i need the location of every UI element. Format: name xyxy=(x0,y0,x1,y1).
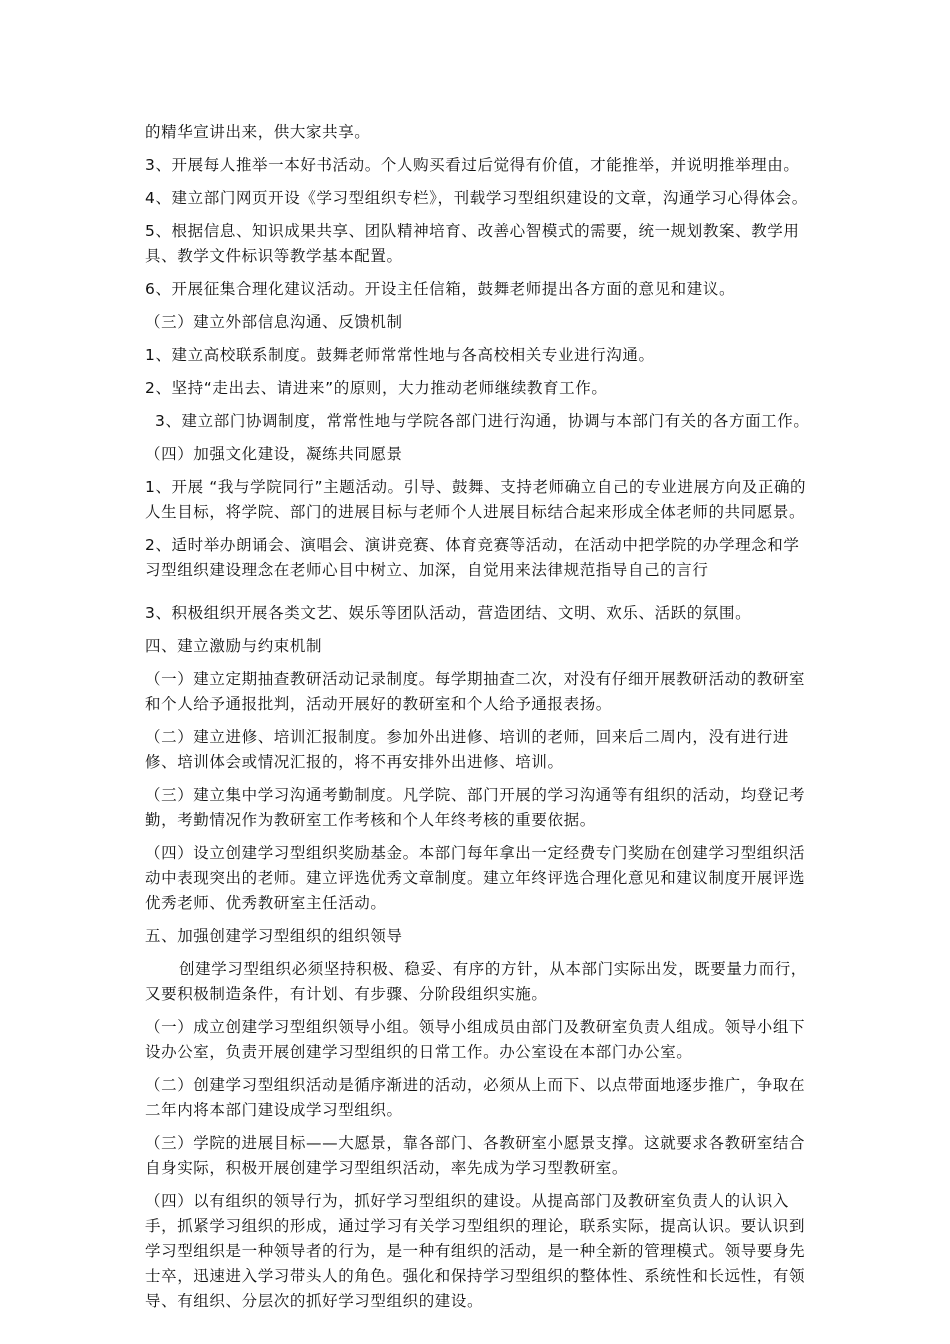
paragraph-sub-4-organized-leadership: （四）以有组织的领导行为，抓好学习型组织的建设。从提高部门及教研室负责人的认识入手，抓紧学习组织的形成，通过学习有关学习型组织的理论，联系实际，提高认识。要认识到学习型组织是一种领导者的行为，是一种有组织的活动，是一种全新的管理模式。领导要身先士卒，迅速进入学习带头人的角色。强化和保持学习型组织的整体性、系统性和长远性，有领导、有组织、分层次的抓好学习型组织的建设。 xyxy=(145,1192,806,1310)
paragraph-continuation: 的精华宣讲出来，供大家共享。 xyxy=(145,123,371,141)
paragraph-sub-2-training-report: （二）建立进修、培训汇报制度。参加外出进修、培训的老师，回来后二周内，没有进行进修、培训体会或情况汇报的，将不再安排外出进修、培训。 xyxy=(145,728,790,771)
paragraph-item-3-team-activities: 3、积极组织开展各类文艺、娱乐等团队活动，营造团结、文明、欢乐、活跃的氛围。 xyxy=(145,604,752,622)
paragraph-item-2-events: 2、适时举办朗诵会、演唱会、演讲竞赛、体育竞赛等活动，在活动中把学院的办学理念和学习型组织建设理念在老师心目中树立、加深，自觉用来法律规范指导自己的言行 xyxy=(145,536,800,579)
chapter-heading-leadership: 五、加强创建学习型组织的组织领导 xyxy=(145,927,403,945)
paragraph-item-1-theme-activity: 1、开展 “我与学院同行”主题活动。引导、鼓舞、支持老师确立自己的专业进展方向及正确的人生目标，将学院、部门的进展目标与老师个人进展目标结合起来形成全体老师的共同愿景。 xyxy=(145,478,807,521)
paragraph-leadership-intro: 创建学习型组织必须坚持积极、稳妥、有序的方针，从本部门实际出发，既要量力而行，又要积极制造条件，有计划、有步骤、分阶段组织实施。 xyxy=(145,960,807,1003)
paragraph-item-3-coordination: 3、建立部门协调制度，常常性地与学院各部门进行沟通，协调与本部门有关的各方面工作。 xyxy=(155,412,810,430)
paragraph-item-2-principle: 2、坚持“走出去、请进来”的原则，大力推动老师继续教育工作。 xyxy=(145,379,608,397)
paragraph-item-3-book: 3、开展每人推举一本好书活动。个人购买看过后觉得有价值，才能推举，并说明推举理由。 xyxy=(145,156,800,174)
paragraph-sub-3-attendance: （三）建立集中学习沟通考勤制度。凡学院、部门开展的学习沟通等有组织的活动，均登记考勤，考勤情况作为教研室工作考核和个人年终考核的重要依据。 xyxy=(145,786,806,829)
chapter-heading-incentives: 四、建立激励与约束机制 xyxy=(145,637,323,655)
paragraph-sub-4-reward-fund: （四）设立创建学习型组织奖励基金。本部门每年拿出一定经费专门奖励在创建学习型组织活动中表现突出的老师。建立评选优秀文章制度。建立年终评选合理化意见和建议制度开展评选优秀老师、优秀教研室主任活动。 xyxy=(145,844,806,912)
paragraph-item-6-suggestions: 6、开展征集合理化建议活动。开设主任信箱，鼓舞老师提出各方面的意见和建议。 xyxy=(145,280,736,298)
document-body xyxy=(145,120,815,1314)
paragraph-item-4-webpage: 4、建立部门网页开设《学习型组织专栏》，刊载学习型组织建设的文章，沟通学习心得体会。 xyxy=(145,189,808,207)
paragraph-item-1-universities: 1、建立高校联系制度。鼓舞老师常常性地与各高校相关专业进行沟通。 xyxy=(145,346,655,364)
section-heading-external-communication: （三）建立外部信息沟通、反馈机制 xyxy=(145,313,403,331)
paragraph-sub-1-inspection: （一）建立定期抽查教研活动记录制度。每学期抽查二次，对没有仔细开展教研活动的教研室和个人给予通报批判，活动开展好的教研室和个人给予通报表扬。 xyxy=(145,670,806,713)
paragraph-item-5-planning: 5、根据信息、知识成果共享、团队精神培育、改善心智模式的需要，统一规划教案、教学用具、教学文件标识等教学基本配置。 xyxy=(145,222,800,265)
paragraph-sub-3-vision: （三）学院的进展目标——大愿景，靠各部门、各教研室小愿景支撑。这就要求各教研室结合自身实际，积极开展创建学习型组织活动，率先成为学习型教研室。 xyxy=(145,1134,806,1177)
paragraph-sub-2-gradual: （二）创建学习型组织活动是循序渐进的活动，必须从上而下、以点带面地逐步推广，争取在二年内将本部门建设成学习型组织。 xyxy=(145,1076,806,1119)
paragraph-sub-1-leadership-group: （一）成立创建学习型组织领导小组。领导小组成员由部门及教研室负责人组成。领导小组下设办公室，负责开展创建学习型组织的日常工作。办公室设在本部门办公室。 xyxy=(145,1018,806,1061)
section-heading-culture: （四）加强文化建设，凝练共同愿景 xyxy=(145,445,403,463)
